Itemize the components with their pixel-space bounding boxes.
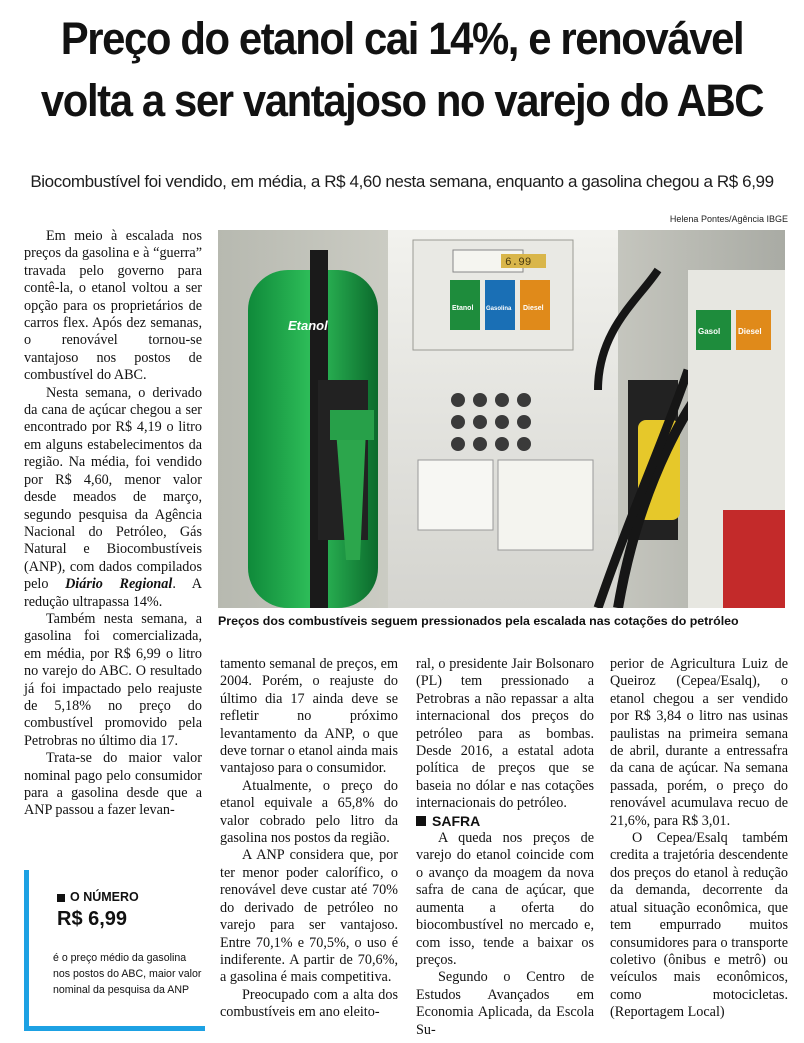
right-label-diesel: Diesel [738,327,762,336]
headline [28,8,776,132]
col3-paragraph-3: Segundo o Centro de Estudos Avançados em Economia Aplicada, da Escola Su- [416,969,594,1038]
button-label-etanol: Etanol [452,305,474,312]
section-heading-safra [416,813,594,830]
number-box-value: R$ 6,99 [57,908,128,930]
right-label-gasolina: Gasol [698,327,721,336]
fuel-pump-photo [218,230,785,608]
col4-paragraph-2: O Cepea/Esalq também credita a trajetória descendente dos preços do etanol à redução da demanda, decorrente da atual situação econômica, que tem empurrado muitos consumidores para o transporte coletivo (ônibus e metrô) ou veículos mais econômicos, como motocicletas. (Reportagem Local) [610,830,788,1021]
column-1 [24,228,202,820]
number-box-description: é o preço médio da gasolina nos postos do ABC, maior valor nominal da pesquisa da ANP [53,952,202,996]
headline-line-1: Preço do etanol cai 14%, e renovável [60,13,744,64]
col2-paragraph-3: A ANP considera que, por ter menor poder calorífico, o renovável deve custar até 70% do derivado de petróleo no varejo para ser vantajoso. Entre 70,1% e 70,5%, o uso é indiferente. A partir de 70,6%, a gasolina é mais competitiva. [220,847,398,986]
col3-paragraph-2: A queda nos preços de varejo do etanol coincide com o avanço da moagem da nova safra de cana de açúcar, que aumenta a oferta do biocombustível no mercado e, com isso, tende a baixar os preços. [416,830,594,968]
headline-line-2: volta a ser vantajoso no varejo do ABC [40,75,764,126]
photo-credit: Helena Pontes/Agência IBGE [669,214,788,224]
newspaper-name: Diário Regional [65,576,173,593]
button-label-diesel: Diesel [523,305,544,312]
number-box-label [57,890,139,904]
column-2 [220,656,398,1022]
col1-paragraph-1: Em meio à escalada nos preços da gasolina e à “guerra” travada pelo governo para contê-la, o etanol voltou a ser opção para os proprietários de carros flex. Após dez semanas, o renovável tornou-se vantajoso nos postos de combustível do ABC. [24,228,202,384]
col2-paragraph-4: Preocupado com a alta dos combustíveis em ano eleito- [220,986,398,1021]
pump-label-etanol: Etanol [288,318,328,333]
subtitle: Biocombustível foi vendido, em média, a R$ 4,60 nesta semana, enquanto a gasolina chegou a R$ 6,99 [30,172,774,191]
col3-paragraph-1: ral, o presidente Jair Bolsonaro (PL) tem pressionado a Petrobras a não repassar a alta internacional dos preços do petróleo para as bombas. Desde 2016, a estatal adota política de preços que se baseia no dólar e nas cotações internacionais do petróleo. [416,656,594,812]
number-square-icon [57,894,65,902]
number-box-label-text: O NÚMERO [70,890,139,904]
col1-paragraph-4: Trata-se do maior valor nominal pago pelo consumidor para a gasolina desde que a ANP passou a fazer levan- [24,750,202,819]
column-4 [610,656,788,1022]
section-square-icon [416,816,426,826]
price-display: 6.99 [505,257,532,269]
col2-paragraph-2: Atualmente, o preço do etanol equivale a 65,8% do valor cobrado pelo litro da gasolina nos postos da região. [220,777,398,847]
col1-p2-end: . A redução ultrapassa 14%. [24,576,202,610]
column-3 [416,656,594,1039]
button-label-gasolina: Gasolina [486,306,512,312]
fuel-pump-illustration [218,230,785,608]
col4-paragraph-1: perior de Agricultura Luiz de Queiroz (Cepea/Esalq), o etanol chegou a ser vendido por R$ 3,84 o litro nas usinas paulistas na primeira semana de abril, durante a entressafra da cana de açúcar. Na semana passada, porém, o preço do renovável acumulava recuo de 21,6%, para R$ 3,01. [610,656,788,829]
col1-p2-text: Nesta semana, o derivado da cana de açúcar chegou a ser encontrado por R$ 4,19 o litro em alguns estabelecimentos da região. Na média, foi vendido por R$ 4,60, menor valor desde meados de março, segundo pesquisa da Agência Nacional do Petróleo, Gás Natural e Biocombustíveis (ANP), com dados compilados pelo [24,384,202,593]
col1-paragraph-3: Também nesta semana, a gasolina foi comercializada, em média, por R$ 6,99 o litro no varejo do ABC. O resultado já foi impactado pelo reajuste de 5,18% no preço do combustível promovido pela Petrobras no último dia 17. [24,610,202,749]
section-heading-text: SAFRA [432,812,481,829]
col1-paragraph-2 [24,385,202,611]
number-box [24,870,205,1031]
col2-paragraph-1: tamento semanal de preços, em 2004. Porém, o reajuste do último dia 17 ainda deve se refletir no próximo levantamento da ANP, o que deve tornar o etanol ainda mais vantajoso para o consumidor. [220,656,398,777]
photo-caption: Preços dos combustíveis seguem pressionados pela escalada nas cotações do petróleo [218,614,739,628]
